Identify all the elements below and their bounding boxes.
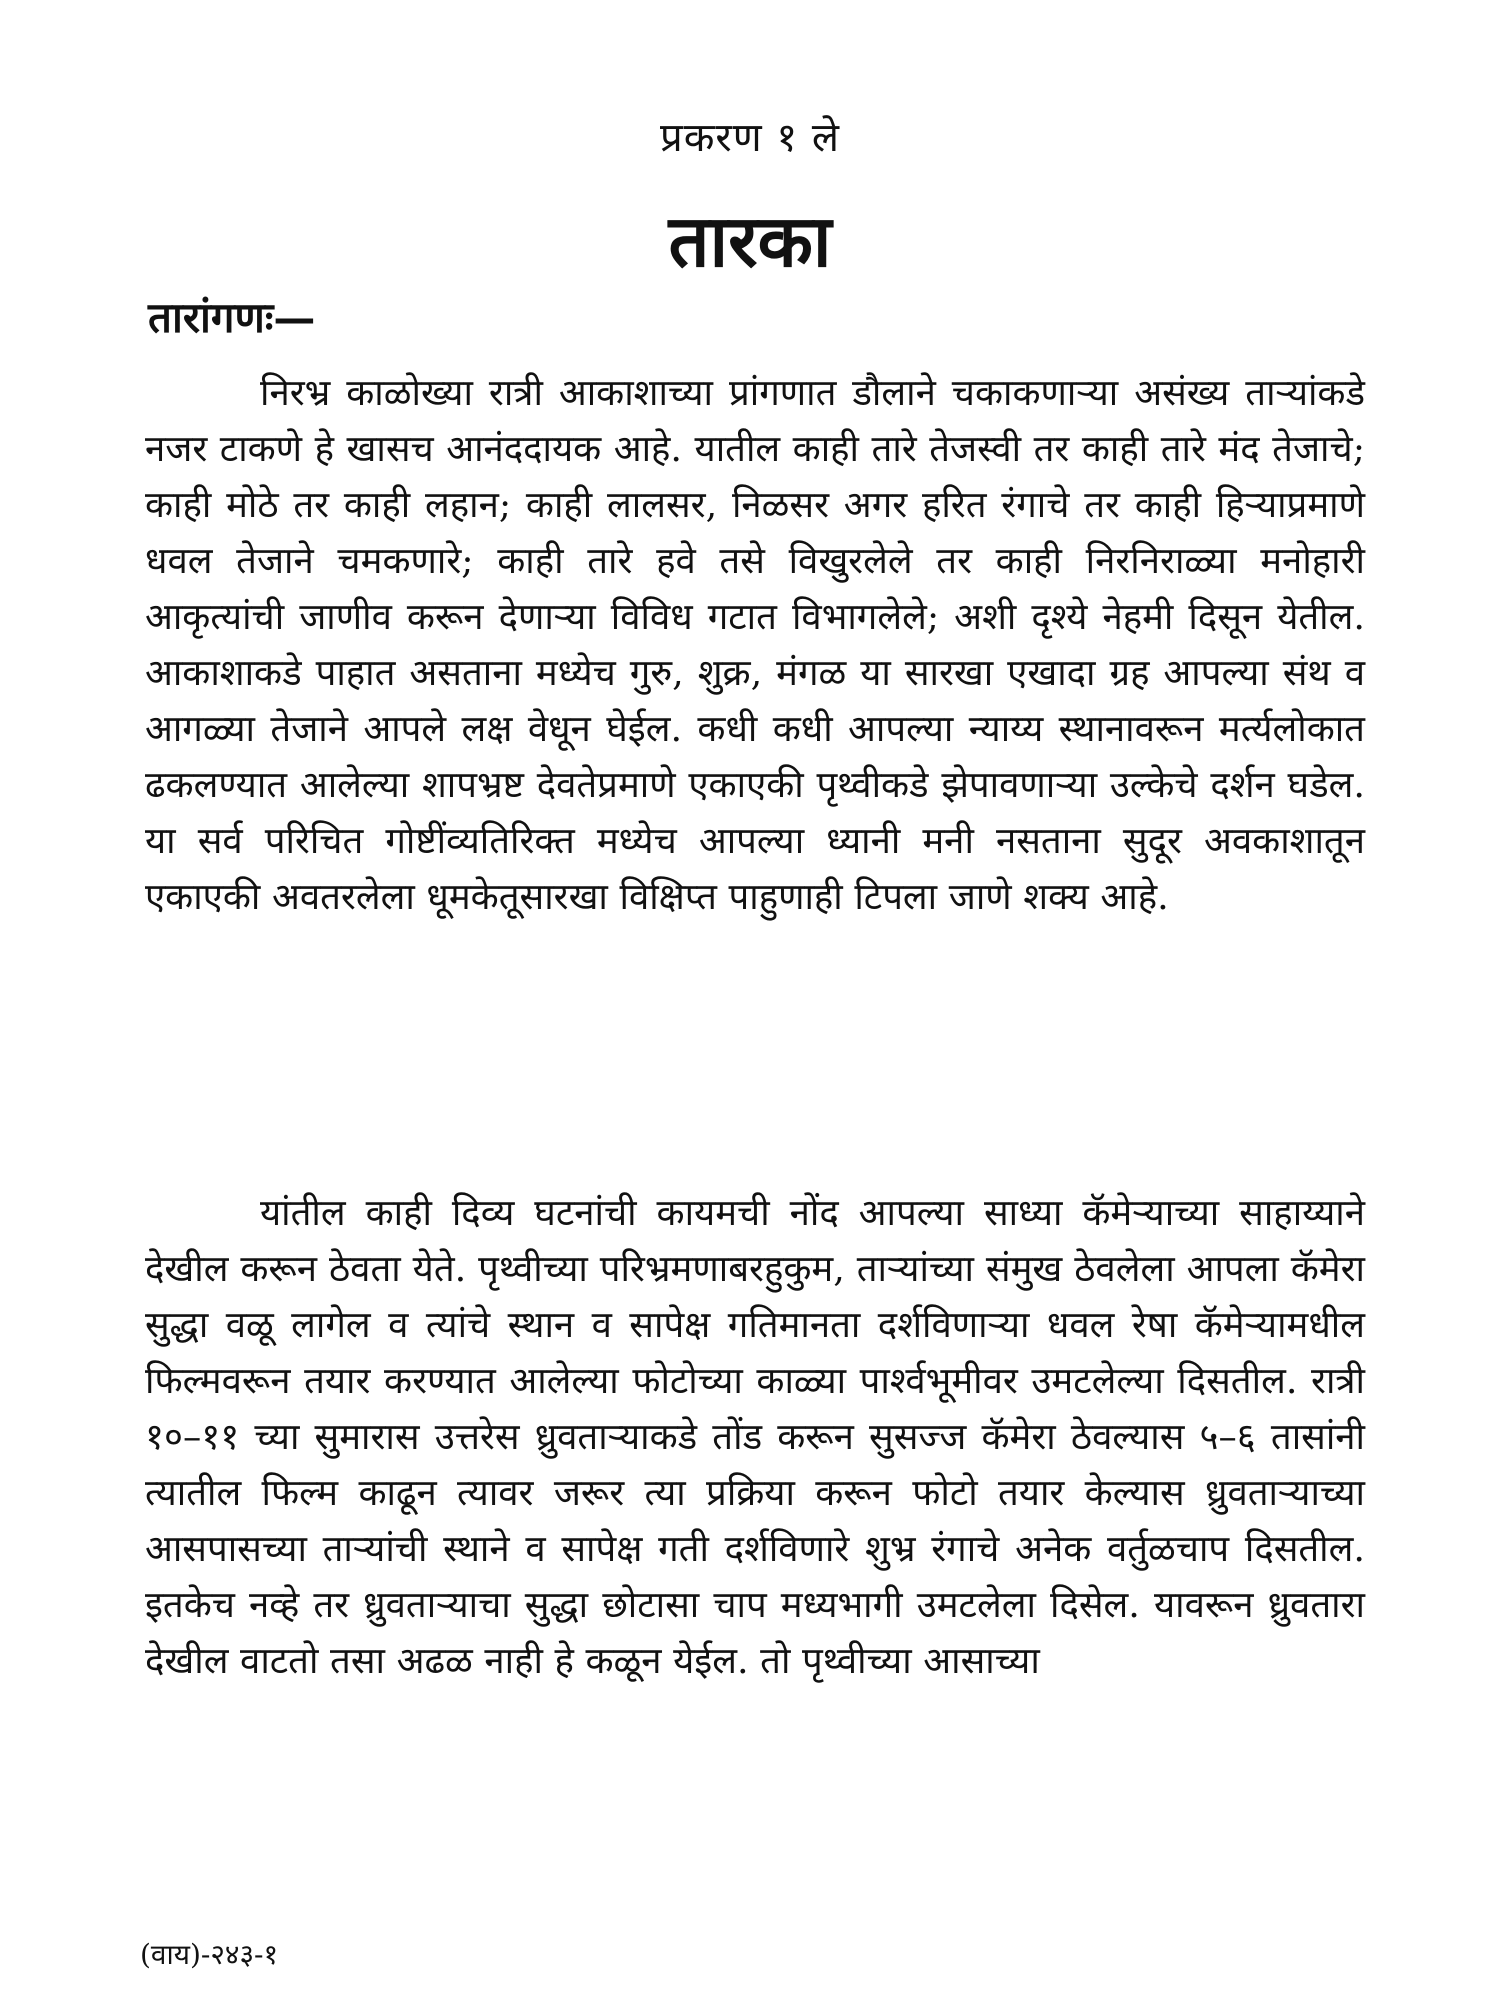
chapter-label: प्रकरण १ ले: [659, 115, 841, 161]
paragraph-2: यांतील काही दिव्य घटनांची कायमची नोंद आपल्या साध्या कॅमेऱ्याच्या साहाय्याने देखील करून ठेवता येते. पृथ्वीच्या परिभ्रमणाबरहुकुम, ताऱ्यांच्या संमुख ठेवलेला आपला कॅमेरा सुद्धा वळू लागेल व त्यांचे स्थान व सापेक्ष गतिमानता दर्शविणाऱ्या धवल रेषा कॅमेऱ्यामधील फिल्मवरून तयार करण्यात आलेल्या फोटोच्या काळ्या पार्श्वभूमीवर उमटलेल्या दिसतील. रात्री १०–११ च्या सुमारास उत्तरेस ध्रुवताऱ्याकडे तोंड करून सुसज्ज कॅमेरा ठेवल्यास ५–६ तासांनी त्यातील फिल्म काढून त्यावर जरूर त्या प्रक्रिया करून फोटो तयार केल्यास ध्रुवताऱ्याच्या आसपासच्या ताऱ्यांची स्थाने व सापेक्ष गती दर्शविणारे शुभ्र रंगाचे अनेक वर्तुळचाप दिसतील. इतकेच नव्हे तर ध्रुवताऱ्याचा सुद्धा छोटासा चाप मध्यभागी उमटलेला दिसेल. यावरून ध्रुवतारा देखील वाटतो तसा अढळ नाही हे कळून येईल. तो पृथ्वीच्या आसाच्या: [145, 1191, 1365, 1682]
paragraph-1: निरभ्र काळोख्या रात्री आकाशाच्या प्रांगणात डौलाने चकाकणाऱ्या असंख्य ताऱ्यांकडे नजर टाकणे हे खासच आनंददायक आहे. यातील काही तारे तेजस्वी तर काही तारे मंद तेजाचे; काही मोठे तर काही लहान; काही लालसर, निळसर अगर हरित रंगाचे तर काही हिऱ्याप्रमाणे धवल तेजाने चमकणारे; काही तारे हवे तसे विखुरलेले तर काही निरनिराळ्या मनोहारी आकृत्यांची जाणीव करून देणाऱ्या विविध गटात विभागलेले; अशी दृश्ये नेहमी दिसून येतील. आकाशाकडे पाहात असताना मध्येच गुरु, शुक्र, मंगळ या सारखा एखादा ग्रह आपल्या संथ व आगळ्या तेजाने आपले लक्ष वेधून घेईल. कधी कधी आपल्या न्याय्य स्थानावरून मर्त्यलोकात ढकलण्यात आलेल्या शापभ्रष्ट देवतेप्रमाणे एकाएकी पृथ्वीकडे झेपावणाऱ्या उल्केचे दर्शन घडेल. या सर्व परिचित गोष्टींव्यतिरिक्त मध्येच आपल्या ध्यानी मनी नसताना सुदूर अवकाशातून एकाएकी अवतरलेला धूमकेतूसारखा विक्षिप्त पाहुणाही टिपला जाणे शक्य आहे.: [145, 371, 1365, 918]
chapter-title: तारका: [668, 198, 832, 283]
footer-code: (वाय)-२४३-१: [140, 1938, 279, 1971]
section-heading: तारांगणः—: [148, 293, 316, 342]
